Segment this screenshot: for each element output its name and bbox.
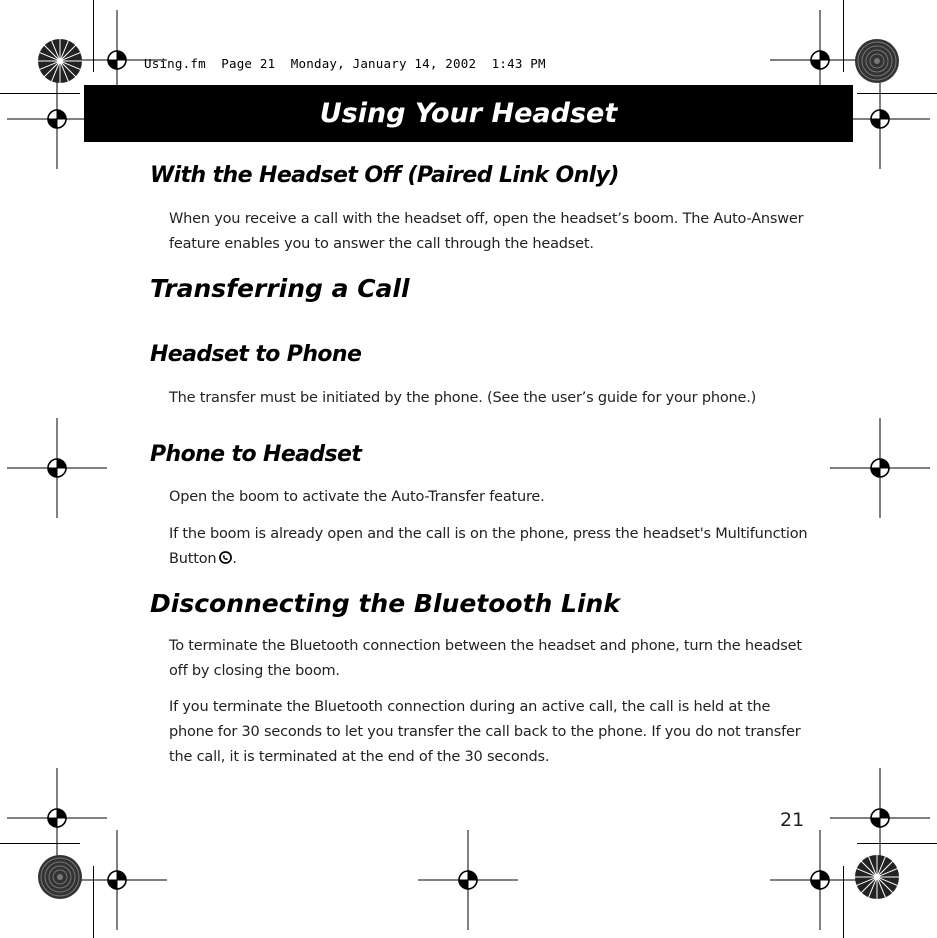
chapter-title: Using Your Headset — [319, 98, 618, 129]
chapter-title-bar — [84, 85, 853, 142]
crop-line — [93, 0, 94, 72]
crop-line — [843, 866, 844, 938]
crop-line — [93, 866, 94, 938]
registration-mark-middle-right — [830, 418, 930, 518]
section-heading-headset-off: With the Headset Off (Paired Link Only) — [150, 163, 619, 188]
registration-mark-bottom-center — [418, 830, 518, 930]
page-number: 21 — [780, 809, 805, 831]
crop-line — [843, 0, 844, 72]
paragraph: The transfer must be initiated by the phone. (See the user’s guide for your phone.) — [169, 390, 757, 406]
file-info-line: Using.fm Page 21 Monday, January 14, 2002 1:43 PM — [144, 56, 546, 71]
paragraph — [169, 522, 809, 572]
section-heading-disconnecting: Disconnecting the Bluetooth Link — [150, 589, 620, 618]
registration-mark-middle-left — [7, 418, 107, 518]
multifunction-button-icon — [219, 551, 232, 564]
section-heading-headset-to-phone: Headset to Phone — [150, 342, 362, 367]
ring-mark-top-right — [853, 37, 901, 85]
section-heading-transferring: Transferring a Call — [150, 274, 410, 303]
crop-line — [857, 93, 937, 94]
starburst-mark-top-left — [36, 37, 84, 85]
paragraph: When you receive a call with the headset off, open the headset’s boom. The Auto-Answer feature enables you to answer the call through the headset. — [169, 211, 804, 252]
paragraph-text-end: . — [232, 551, 237, 567]
crop-line — [857, 843, 937, 844]
crop-line — [0, 93, 80, 94]
crop-line — [0, 843, 80, 844]
paragraph: To terminate the Bluetooth connection between the headset and phone, turn the headset off by closing the boom. — [169, 638, 802, 679]
paragraph-text: If the boom is already open and the call is on the phone, press the headset's Multifunction Button — [169, 526, 808, 567]
paragraph: Open the boom to activate the Auto-Transfer feature. — [169, 489, 545, 505]
ring-mark-bottom-left — [36, 853, 84, 901]
section-heading-phone-to-headset: Phone to Headset — [150, 442, 362, 467]
starburst-mark-bottom-right — [853, 853, 901, 901]
paragraph: If you terminate the Bluetooth connection during an active call, the call is held at the phone for 30 seconds to let you transfer the call back to the phone. If you do not transfer the call, it is terminated at the end of the 30 seconds. — [169, 699, 801, 765]
